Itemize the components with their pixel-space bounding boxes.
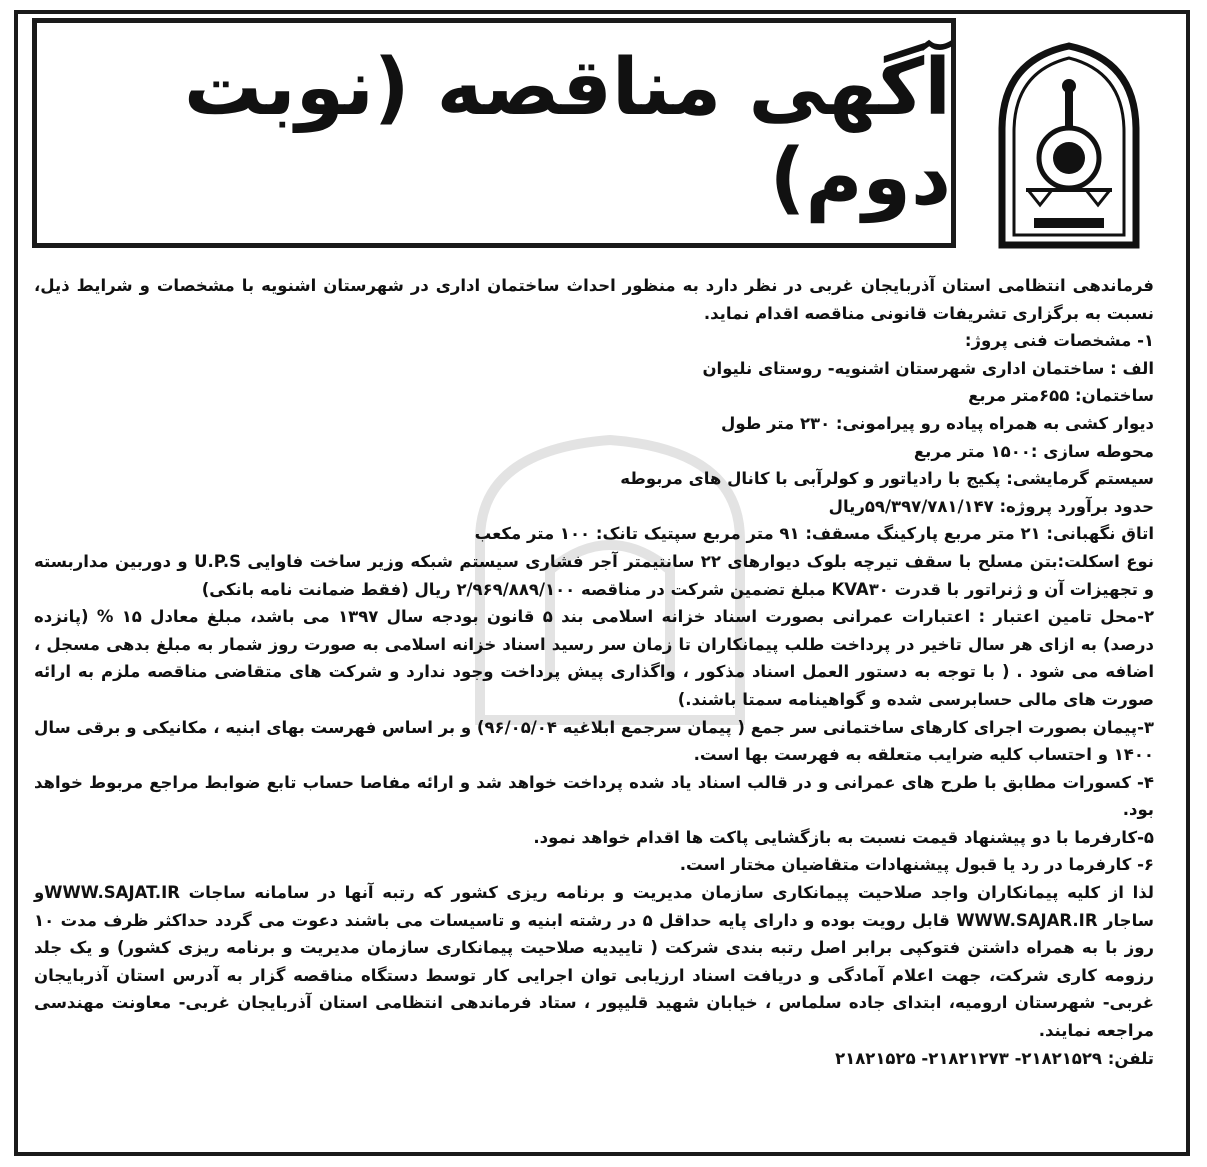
spec-item-a: الف : ساختمان اداری شهرستان اشنویه- روستای نلیوان (702, 358, 1154, 378)
closing-paragraph (34, 879, 1154, 1045)
spec-heating: سیستم گرمایشی: پکیج با رادیاتور و کولرآبی با کانال های مربوطه (620, 469, 1154, 489)
spec-frame-text-3: مبلغ تضمین شرکت در مناقصه ۲/۹۶۹/۸۸۹/۱۰۰ ریال (فقط ضمانت نامه بانکی) (201, 579, 832, 599)
sajat-link[interactable]: WWW.SAJAT.IR (44, 883, 180, 903)
section-2: ۲-محل تامین اعتبار : اعتبارات عمرانی بصورت اسناد خزانه اسلامی بند ۵ قانون بودجه سال ۱۳۹۷ می باشد، مبلغ معادل ۱۵ % (پانزده درصد) به ازای هر سال تاخیر در پرداخت طلب پیمانکاران تا زمان سر رسید اسناد خزانه اسلامی به صورت روز شمار به مبلغ بدهی مسجل ، اضافه می شود . ( با توجه به دستور العمل اسناد مذکور ، واگذاری پیش پرداخت وجود ندارد و شرکت های متقاضی مناقصه ملزم به ارائه صورت های مالی حسابرسی شده و گواهینامه سمتا باشند.) (34, 607, 1155, 709)
spec-guard-room: اتاق نگهبانی: ۲۱ متر مربع پارکینگ مسقف: ۹۱ متر مربع سپتیک تانک: ۱۰۰ متر مکعب (474, 524, 1154, 544)
closing-text-2: و ساجار (34, 883, 1154, 930)
notice-body (34, 272, 1154, 1132)
spec-frame-text-1: نوع اسکلت:بتن مسلح با سقف تیرچه بلوک دیوارهای ۲۲ سانتیمتر آجر فشاری سیستم شبکه وزیر ساخت فاوایی (241, 551, 1155, 571)
spec-frame (34, 548, 1154, 603)
spec-building: ساختمان: ۶۵۵متر مربع (968, 386, 1154, 406)
spec-estimate: حدود برآورد پروژه: ۵۹/۳۹۷/۷۸۱/۱۴۷ریال (828, 496, 1154, 516)
section-6: ۶- کارفرما در رد یا قبول پیشنهادات متقاضیان مختار است. (679, 855, 1154, 875)
section-1-heading: ۱- مشخصات فنی پروژ: (964, 331, 1154, 351)
spec-frame-kva: KVA۳۰ (831, 579, 889, 599)
spec-frame-ups: U.P.S (194, 551, 241, 571)
phone-numbers: تلفن: ۲۱۸۲۱۵۲۹- ۲۱۸۲۱۲۷۳- ۲۱۸۲۱۵۲۵ (835, 1048, 1154, 1068)
spec-wall: دیوار کشی به همراه پیاده رو پیرامونی: ۲۳۰ متر طول (721, 413, 1154, 433)
spec-frame-text-2: و دوربین مداربسته و تجهیزات آن و ژنراتور با قدرت (34, 551, 1154, 599)
section-3: ۳-پیمان بصورت اجرای کارهای ساختمانی سر جمع ( پیمان سرجمع ابلاغیه ۹۶/۰۵/۰۴) و بر اساس فهرست بهای ابنیه ، مکانیکی و برقی سال ۱۴۰۰ و احتساب کلیه ضرایب متعلقه به فهرست بها است. (34, 717, 1154, 765)
closing-text-1: لذا از کلیه پیمانکاران واجد صلاحیت پیمانکاری سازمان مدیریت و برنامه ریزی کشور که رتبه آنها در سامانه ساجات (179, 883, 1154, 903)
notice-title: آگهی مناقصه (نوبت دوم) (183, 43, 951, 223)
sajar-link[interactable]: WWW.SAJAR.IR (956, 910, 1098, 930)
section-4: ۴- کسورات مطابق با طرح های عمرانی و در قالب اسناد یاد شده پرداخت خواهد شد و ارائه مفاصا حساب تابع ضوابط مراجع مربوط خواهد بود. (34, 772, 1154, 820)
intro-paragraph: فرماندهی انتظامی استان آذربایجان غربی در نظر دارد به منظور احداث ساختمان اداری در شهرستان اشنویه با مشخصات و شرایط ذیل، نسبت به برگزاری تشریفات قانونی مناقصه اقدام نماید. (34, 276, 1154, 323)
section-5: ۵-کارفرما با دو پیشنهاد قیمت نسبت به بازگشایی پاکت ها اقدام خواهد نمود. (533, 827, 1154, 847)
police-emblem-icon (994, 40, 1144, 250)
spec-yard: محوطه سازی :۱۵۰۰ متر مربع (913, 441, 1154, 461)
title-box (32, 18, 956, 248)
closing-text-3: قابل رویت بوده و دارای پایه حداقل ۵ در رشته ابنیه و تاسیسات می باشند دعوت می گردد حداکثر ظرف مدت ۱۰ روز با به همراه داشتن فتوکپی برابر اصل رتبه بندی شرکت ( تاییدیه صلاحیت پیمانکاری سازمان مدیریت و برنامه ریزی کشور) و یک جلد رزومه کاری شرکت، جهت اعلام آمادگی و دریافت اسناد ارزیابی توان اجرایی کار توسط دستگاه مناقصه گزار به آدرس استان آذربایجان غربی- شهرستان ارومیه، ابتدای جاده سلماس ، خیابان شهید قلیپور ، ستاد فرماندهی انتظامی استان آذربایجان غربی- معاونت مهندسی مراجعه نمایند. (34, 910, 1154, 1041)
